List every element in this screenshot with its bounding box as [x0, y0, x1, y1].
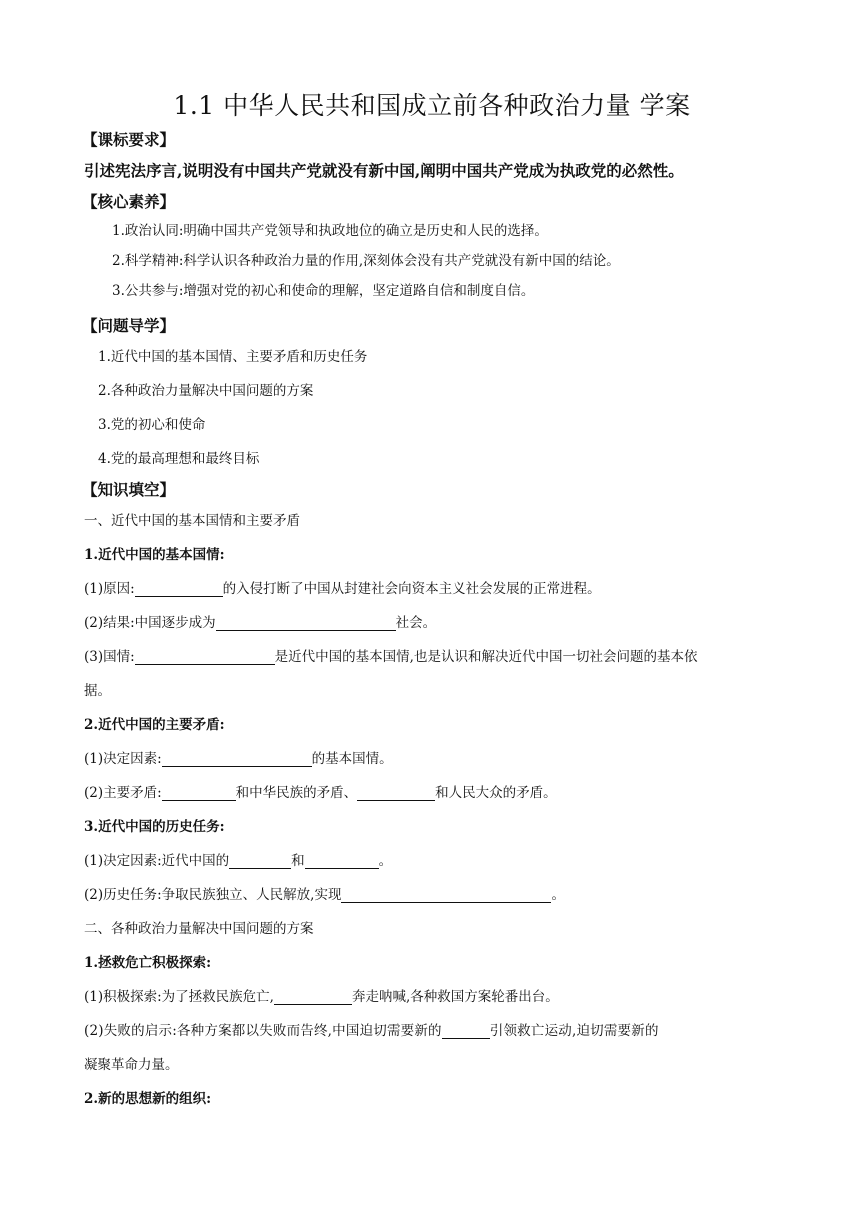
fill-line: (1)决定因素: 的基本国情。	[84, 742, 780, 776]
literacy-item: 2.科学精神:科学认识各种政治力量的作用,深刻体会没有共产党就没有新中国的结论。	[112, 253, 620, 269]
subsection-heading: 1.拯救危亡积极探索:	[84, 955, 212, 971]
fill-line: (1)积极探索:为了拯救民族危亡, 奔走呐喊,各种救国方案轮番出台。	[84, 980, 780, 1014]
page-title: 1.1 中华人民共和国成立前各种政治力量 学案	[173, 91, 691, 120]
question-item: 1.近代中国的基本国情、主要矛盾和历史任务	[98, 349, 368, 365]
fill-line-continuation: 据。	[84, 683, 111, 699]
fill-line: (2)主要矛盾: 和中华民族的矛盾、 和人民大众的矛盾。	[84, 776, 780, 810]
part-heading: 二、各种政治力量解决中国问题的方案	[84, 921, 314, 937]
question-item: 3.党的初心和使命	[98, 417, 206, 433]
fill-line: (2)失败的启示:各种方案都以失败而告终,中国迫切需要新的 引领救亡运动,迫切需要新的	[84, 1014, 780, 1048]
subsection-heading: 1.近代中国的基本国情:	[84, 547, 225, 563]
subsection-heading: 2.新的思想新的组织:	[84, 1091, 212, 1107]
fill-blank[interactable]	[229, 850, 291, 869]
fill-blank[interactable]	[274, 986, 352, 1005]
section-heading-zstk: 【知识填空】	[82, 480, 176, 499]
fill-blank[interactable]	[216, 612, 396, 631]
fill-blank[interactable]	[442, 1020, 490, 1039]
curriculum-requirement: 引述宪法序言,说明没有中国共产党就没有新中国,阐明中国共产党成为执政党的必然性。	[84, 161, 684, 180]
fill-blank[interactable]	[162, 782, 236, 801]
fill-line: (2)历史任务:争取民族独立、人民解放,实现 。	[84, 878, 780, 912]
fill-blank[interactable]	[135, 578, 223, 597]
part-heading: 一、近代中国的基本国情和主要矛盾	[84, 513, 300, 529]
literacy-item: 3.公共参与:增强对党的初心和使命的理解，坚定道路自信和制度自信。	[112, 283, 535, 299]
fill-line: (1)原因: 的入侵打断了中国从封建社会向资本主义社会发展的正常进程。	[84, 572, 780, 606]
section-heading-hxsy: 【核心素养】	[82, 192, 176, 211]
fill-blank[interactable]	[341, 884, 551, 903]
fill-blank[interactable]	[357, 782, 435, 801]
literacy-item: 1.政治认同:明确中国共产党领导和执政地位的确立是历史和人民的选择。	[112, 223, 548, 239]
subsection-heading: 3.近代中国的历史任务:	[84, 819, 225, 835]
document-page	[84, 86, 780, 1116]
subsection-heading: 2.近代中国的主要矛盾:	[84, 717, 225, 733]
fill-blank[interactable]	[162, 748, 312, 767]
section-heading-kbyq: 【课标要求】	[82, 130, 176, 149]
fill-line: (1)决定因素:近代中国的 和 。	[84, 844, 780, 878]
fill-line-continuation: 凝聚革命力量。	[84, 1057, 179, 1073]
question-item: 2.各种政治力量解决中国问题的方案	[98, 383, 314, 399]
fill-blank[interactable]	[305, 850, 379, 869]
question-item: 4.党的最高理想和最终目标	[98, 451, 260, 467]
fill-blank[interactable]	[135, 646, 275, 665]
fill-line: (3)国情: 是近代中国的基本国情,也是认识和解决近代中国一切社会问题的基本依	[84, 640, 780, 674]
fill-line: (2)结果:中国逐步成为 社会。	[84, 606, 780, 640]
section-heading-wtdx: 【问题导学】	[82, 316, 176, 335]
